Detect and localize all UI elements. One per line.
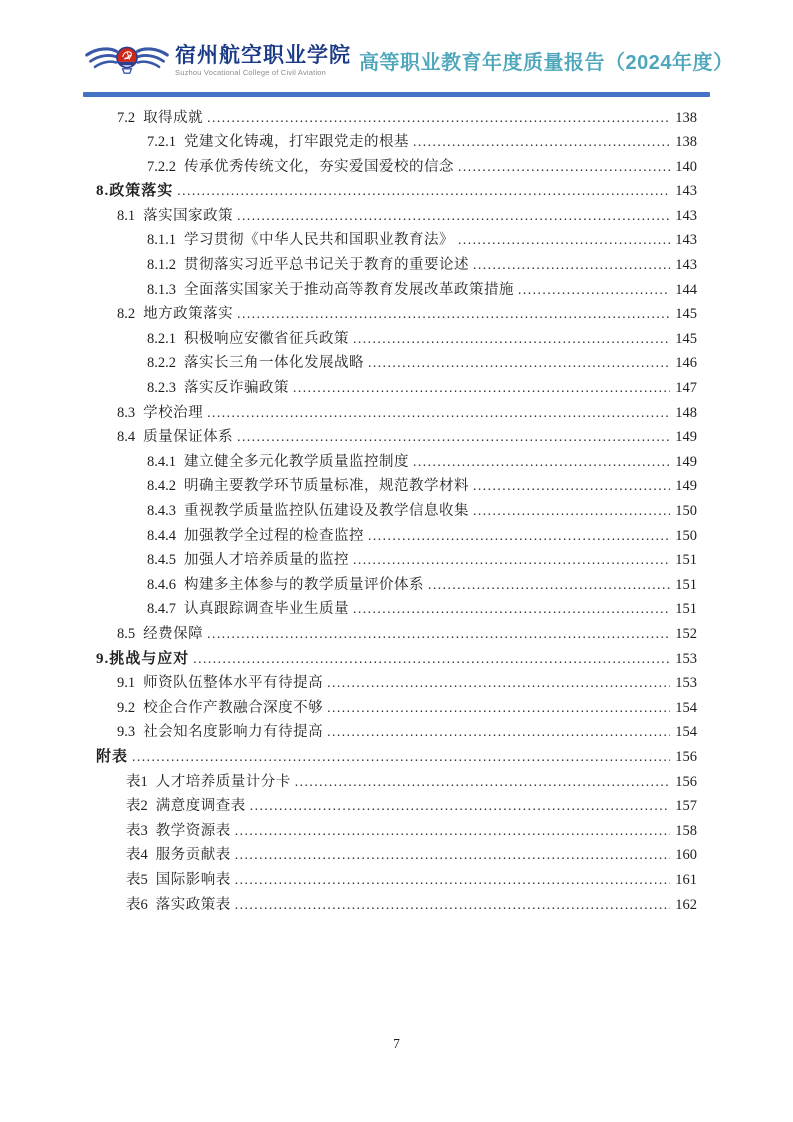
toc-entry-title: 取得成就 [143,109,204,126]
page-header [83,34,734,86]
dot-leader [132,749,670,766]
toc-entry [96,253,697,278]
toc-entry [96,770,697,795]
toc-entry-page: 157 [675,798,697,815]
toc-entry [96,278,697,303]
toc-entry-title: 教学资源表 [155,822,231,839]
toc-entry-title: 党建文化铸魂，打牢跟党走的根基 [184,134,409,151]
toc-entry-title: 师资队伍整体水平有待提高 [143,675,324,692]
dot-leader [353,601,670,618]
toc-entry-number: 8. [96,183,110,200]
dot-leader [473,503,670,520]
toc-entry [96,450,697,475]
toc-entry-list [96,106,697,918]
toc-entry-number: 8.4 [117,429,136,446]
toc-entry-title: 落实长三角一体化发展战略 [184,355,364,372]
dot-leader [237,208,670,225]
toc-entry-number: 8.4.2 [147,478,176,495]
toc-entry-page: 150 [675,503,697,519]
table-of-contents [96,106,697,918]
toc-entry-title: 全面落实国家关于推动高等教育发展改革政策措施 [184,281,514,298]
toc-entry [96,204,697,229]
toc-entry [96,499,697,524]
toc-entry-title: 地方政策落实 [143,306,234,323]
toc-entry-title: 认真跟踪调查毕业生质量 [184,601,349,618]
toc-entry [96,155,697,180]
toc-entry-page: 138 [675,109,697,126]
toc-entry [96,573,697,598]
toc-entry-page: 153 [675,675,697,692]
toc-entry-number: 9.3 [117,724,136,741]
toc-entry-page: 161 [675,871,697,888]
toc-entry [96,548,697,573]
toc-entry-number: 7.2.2 [147,158,176,175]
toc-entry-page: 138 [675,134,697,151]
dot-leader [237,306,670,323]
toc-entry [96,425,697,450]
toc-entry [96,819,697,844]
toc-entry-page: 151 [675,601,697,618]
toc-entry-title: 贯彻落实习近平总书记关于教育的重要论述 [184,257,469,274]
toc-entry-title: 学习贯彻《中华人民共和国职业教育法》 [184,232,454,249]
toc-entry-page: 151 [675,576,697,593]
toc-entry-page: 162 [675,896,697,913]
dot-leader [353,552,670,569]
toc-entry-page: 156 [675,748,697,765]
toc-entry-number: 8.3 [117,404,136,421]
toc-entry [96,696,697,721]
toc-entry-number: 9. [96,650,110,667]
toc-entry-number: 表4 [126,847,148,864]
dot-leader [295,774,670,791]
toc-entry-title: 经费保障 [143,625,204,642]
toc-entry-number: 8.1.3 [147,281,176,298]
dot-leader [327,724,670,741]
toc-entry-page: 150 [675,527,697,544]
toc-entry-number: 表5 [126,871,148,888]
toc-entry [96,302,697,327]
dot-leader [413,134,670,151]
toc-entry [96,376,697,401]
dot-leader [327,675,670,692]
toc-entry [96,622,697,647]
toc-entry-number: 8.4.3 [147,503,176,519]
toc-entry-number: 8.4.5 [147,552,176,569]
dot-leader [518,282,670,299]
dot-leader [235,897,670,914]
toc-entry-number: 表6 [126,896,148,913]
toc-entry-title: 附表 [96,748,129,765]
toc-entry-number: 8.2.1 [147,330,176,347]
toc-entry-page: 144 [675,281,697,298]
toc-entry-page: 143 [675,183,697,200]
toc-entry-number: 表2 [126,798,148,815]
toc-entry [96,745,697,770]
toc-entry-page: 143 [675,232,697,249]
toc-entry-number: 8.1.1 [147,232,176,249]
dot-leader [235,872,670,889]
toc-entry [96,843,697,868]
toc-entry-title: 挑战与应对 [109,650,190,667]
toc-entry-number: 7.2 [117,109,136,126]
page-number: 7 [393,1036,400,1051]
toc-entry-title: 校企合作产教融合深度不够 [143,699,324,716]
school-name-zh: 宿州航空职业学院 [175,43,351,67]
dot-leader [250,798,670,815]
dot-leader [207,626,670,643]
toc-entry-page: 148 [675,404,697,421]
toc-entry-title: 落实反诈骗政策 [184,380,289,397]
toc-entry [96,671,697,696]
toc-entry-page: 151 [675,552,697,569]
toc-entry-title: 质量保证体系 [143,429,234,446]
dot-leader [237,429,670,446]
toc-entry-title: 满意度调查表 [155,798,246,815]
dot-leader [428,577,670,594]
dot-leader [458,159,670,176]
toc-entry-page: 145 [675,306,697,323]
toc-entry [96,647,697,672]
dot-leader [368,528,670,545]
toc-entry [96,868,697,893]
school-name-en: Suzhou Vocational College of Civil Aviation [175,67,327,77]
toc-entry [96,179,697,204]
toc-entry-number: 8.2 [117,306,136,323]
toc-entry-number: 8.4.7 [147,601,176,618]
header-rule [83,92,710,97]
toc-entry-title: 落实政策表 [155,896,231,913]
toc-entry-title: 积极响应安徽省征兵政策 [184,330,349,347]
toc-entry-page: 140 [675,158,697,175]
dot-leader [207,110,670,127]
toc-entry [96,351,697,376]
toc-entry-number: 9.2 [117,699,136,716]
dot-leader [458,232,670,249]
dot-leader [235,847,670,864]
dot-leader [413,454,670,471]
toc-entry-page: 158 [675,822,697,839]
dot-leader [327,700,670,717]
toc-entry [96,524,697,549]
dot-leader [473,257,670,274]
toc-entry-number: 8.5 [117,625,136,642]
toc-entry-page: 145 [675,330,697,347]
toc-entry-title: 构建多主体参与的教学质量评价体系 [184,576,424,593]
toc-entry-title: 落实国家政策 [143,207,234,224]
toc-entry-title: 国际影响表 [155,871,231,888]
toc-entry [96,130,697,155]
dot-leader [353,331,670,348]
toc-entry-number: 8.4.6 [147,576,176,593]
toc-entry [96,794,697,819]
toc-entry-title: 重视教学质量监控队伍建设及教学信息收集 [184,503,469,519]
toc-entry-page: 160 [675,847,697,864]
toc-entry-page: 156 [675,773,697,790]
dot-leader [473,478,670,495]
toc-entry-page: 149 [675,429,697,446]
toc-entry [96,228,697,253]
toc-entry-number: 9.1 [117,675,136,692]
toc-entry-number: 8.1.2 [147,257,176,274]
toc-entry-page: 143 [675,257,697,274]
toc-entry-title: 人才培养质量计分卡 [155,773,291,790]
toc-entry-title: 加强教学全过程的检查监控 [184,527,364,544]
toc-entry-title: 学校治理 [143,404,204,421]
toc-entry-page: 154 [675,724,697,741]
toc-entry-page: 149 [675,453,697,470]
toc-entry-page: 149 [675,478,697,495]
toc-entry-title: 传承优秀传统文化，夯实爱国爱校的信念 [184,158,454,175]
toc-entry [96,327,697,352]
dot-leader [207,405,670,422]
toc-entry-title: 社会知名度影响力有待提高 [143,724,324,741]
toc-entry-number: 8.4.1 [147,453,176,470]
toc-entry-title: 建立健全多元化教学质量监控制度 [184,453,409,470]
dot-leader [293,380,670,397]
school-logo-icon [83,34,171,86]
toc-entry-number: 表3 [126,822,148,839]
toc-entry-page: 146 [675,355,697,372]
toc-entry-number: 8.4.4 [147,527,176,544]
toc-entry-number: 7.2.1 [147,134,176,151]
toc-entry-page: 153 [675,650,697,667]
toc-entry [96,106,697,131]
dot-leader [193,651,670,668]
toc-entry-title: 政策落实 [109,183,174,200]
report-title: 高等职业教育年度质量报告（2024年度） [359,51,734,74]
toc-entry [96,474,697,499]
school-name-block [175,44,351,77]
dot-leader [177,183,670,200]
dot-leader [368,355,670,372]
toc-entry [96,893,697,918]
toc-entry [96,720,697,745]
toc-entry-number: 8.2.3 [147,380,176,397]
toc-entry-title: 明确主要教学环节质量标准，规范教学材料 [184,478,469,495]
toc-entry-title: 加强人才培养质量的监控 [184,552,349,569]
toc-entry-page: 147 [675,380,697,397]
toc-entry [96,597,697,622]
toc-entry-number: 8.2.2 [147,355,176,372]
dot-leader [235,823,670,840]
toc-entry-number: 表1 [126,773,148,790]
toc-entry [96,401,697,426]
toc-entry-page: 143 [675,207,697,224]
toc-entry-page: 154 [675,699,697,716]
toc-entry-title: 服务贡献表 [155,847,231,864]
toc-entry-number: 8.1 [117,207,136,224]
toc-entry-page: 152 [675,625,697,642]
